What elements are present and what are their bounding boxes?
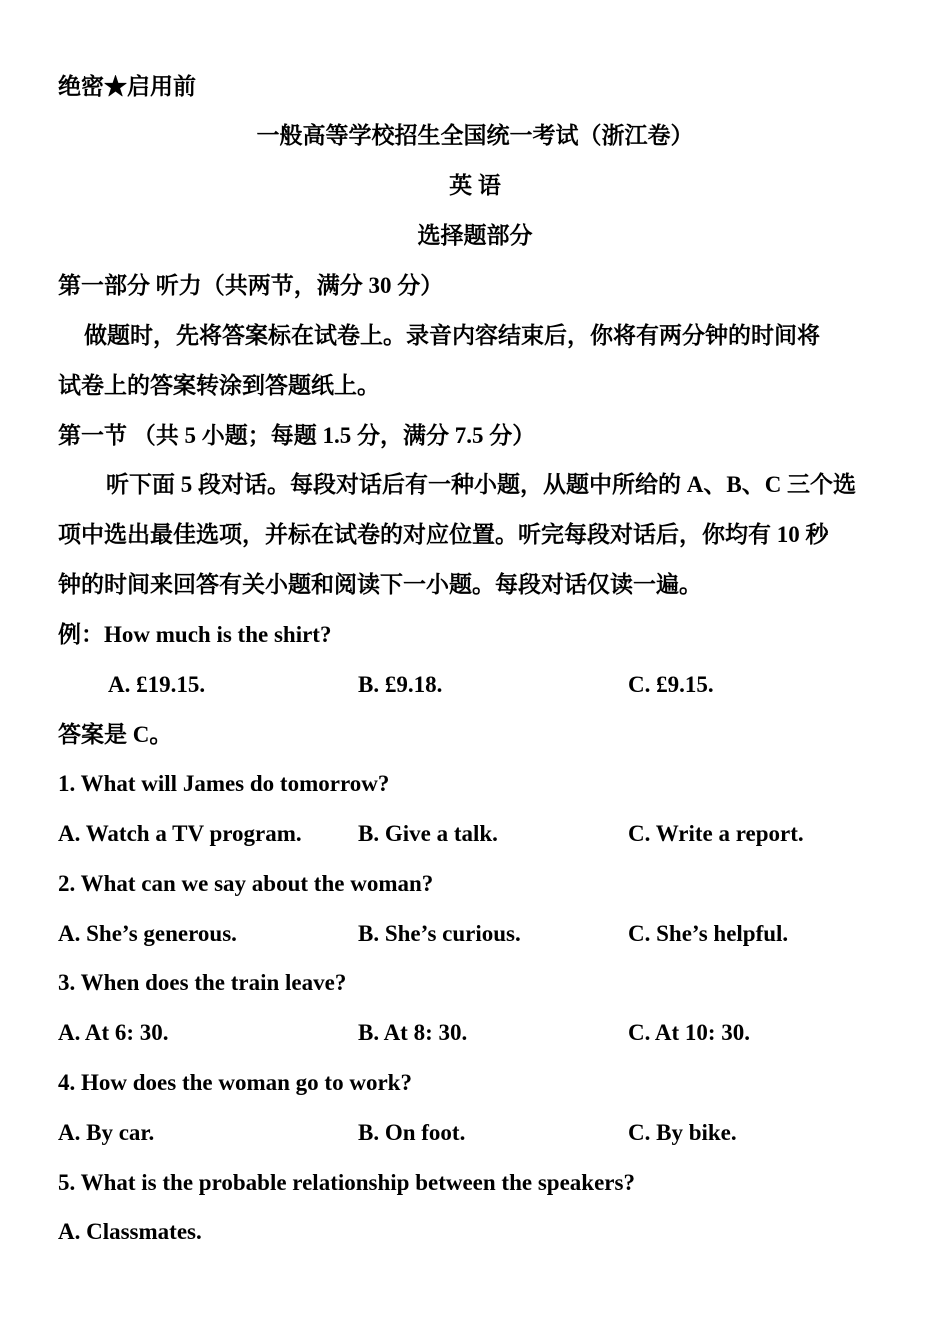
subject-title: 英 语: [449, 173, 501, 198]
example-question: 例：How much is the shirt?: [58, 622, 332, 647]
part-one-instruction-line-2: 试卷上的答案转涂到答题纸上。: [58, 373, 380, 398]
section-one-directions-line-1: 听下面 5 段对话。每段对话后有一种小题，从题中所给的 A、B、C 三个选: [106, 472, 857, 497]
question-3-option-c: C. At 10: 30.: [628, 1020, 751, 1045]
question-4-option-a: A. By car.: [58, 1120, 155, 1145]
question-4: 4. How does the woman go to work?: [58, 1070, 412, 1095]
question-4-option-b: B. On foot.: [358, 1120, 466, 1145]
question-1-option-c: C. Write a report.: [628, 821, 804, 846]
example-answer: 答案是 C。: [58, 722, 173, 747]
question-2: 2. What can we say about the woman?: [58, 871, 434, 896]
exam-title: 一般高等学校招生全国统一考试（浙江卷）: [256, 123, 694, 148]
question-3: 3. When does the train leave?: [58, 970, 347, 995]
example-option-c: C. £9.15.: [628, 672, 714, 697]
question-2-option-c: C. She’s helpful.: [628, 921, 789, 946]
section-one-directions-line-3: 钟的时间来回答有关小题和阅读下一小题。每段对话仅读一遍。: [58, 572, 702, 597]
question-3-option-b: B. At 8: 30.: [358, 1020, 468, 1045]
question-3-option-a: A. At 6: 30.: [58, 1020, 169, 1045]
question-4-option-c: C. By bike.: [628, 1120, 737, 1145]
question-1-option-a: A. Watch a TV program.: [58, 821, 302, 846]
example-option-b: B. £9.18.: [358, 672, 443, 697]
section-one-title: 第一节 （共 5 小题；每题 1.5 分，满分 7.5 分）: [58, 423, 536, 448]
question-1-option-b: B. Give a talk.: [358, 821, 498, 846]
example-option-a: A. £19.15.: [108, 672, 206, 697]
question-1: 1. What will James do tomorrow?: [58, 771, 390, 796]
part-one-instruction-line-1: 做题时，先将答案标在试卷上。录音内容结束后，你将有两分钟的时间将: [84, 323, 820, 348]
question-5-option-a: A. Classmates.: [58, 1219, 202, 1244]
section-heading: 选择题部分: [417, 223, 533, 248]
question-2-option-b: B. She’s curious.: [358, 921, 521, 946]
question-2-option-a: A. She’s generous.: [58, 921, 237, 946]
section-one-directions-line-2: 项中选出最佳选项，并标在试卷的对应位置。听完每段对话后，你均有 10 秒: [58, 522, 829, 547]
part-one-title: 第一部分 听力（共两节，满分 30 分）: [58, 273, 444, 298]
confidential-label: 绝密★启用前: [58, 74, 196, 99]
question-5: 5. What is the probable relationship between the speakers?: [58, 1170, 635, 1195]
